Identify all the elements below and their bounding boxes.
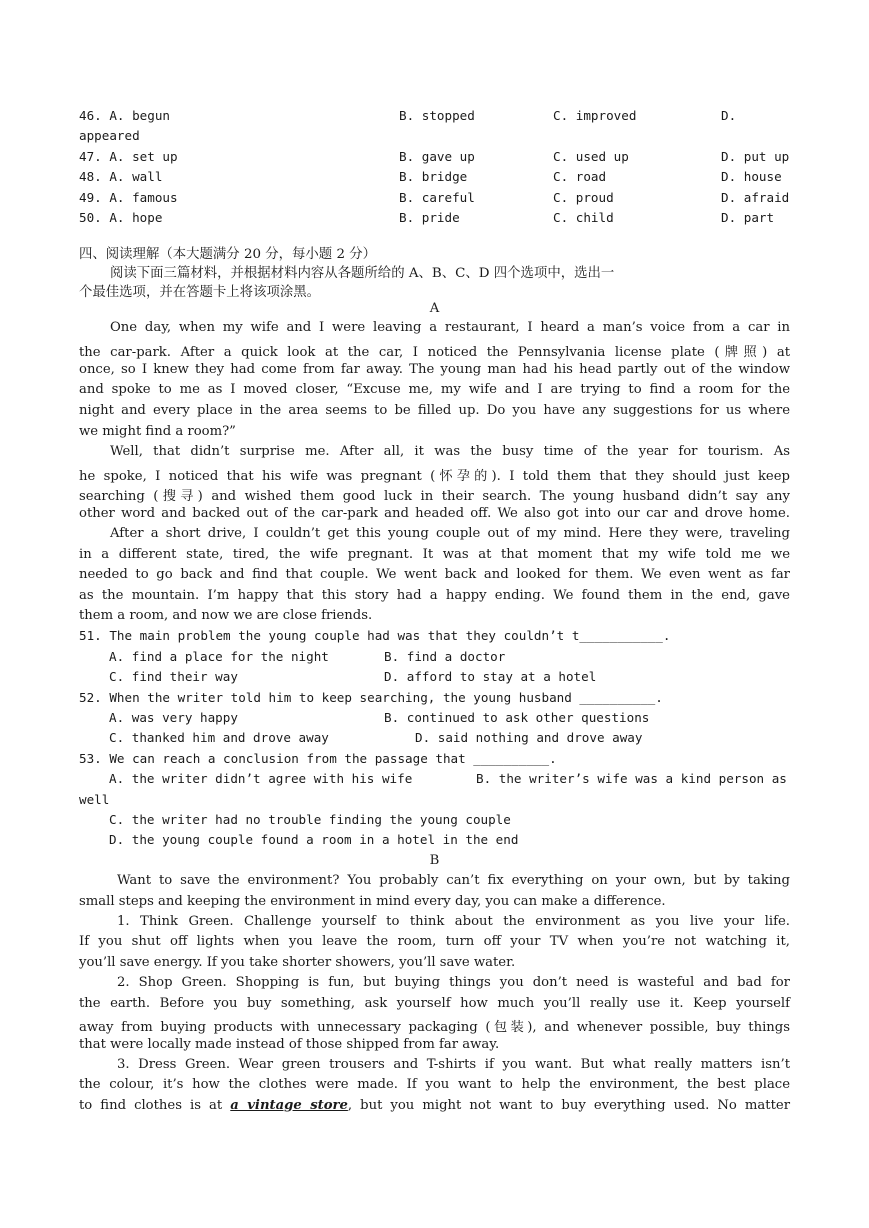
passage-b-letter: B <box>429 853 440 868</box>
passage-line: the car-park. After a quick look at the car, I noticed the Pennsylvania license plate (牌照) at <box>79 345 790 360</box>
option-a: wall <box>132 169 163 184</box>
question-51-stem: 51. The main problem the young couple had was that they couldn’t t___________. <box>79 628 671 643</box>
passage-line: away from buying products with unnecessary packaging (包装), and whenever possible, buy things <box>79 1020 790 1035</box>
section-instructions: 阅读下面三篇材料，并根据材料内容从各题所给的 A、B、C、D 四个选项中，选出一 <box>110 266 615 281</box>
passage-text: to find clothes is at <box>79 1098 223 1113</box>
passage-line: 2. Shop Green. Shopping is fun, but buying things you don’t need is wasteful and bad for <box>117 975 790 990</box>
section-instructions-cont: 个最佳选项，并在答题卡上将该项涂黑。 <box>79 285 321 300</box>
question-52-option-b: B. continued to ask other questions <box>384 710 650 725</box>
passage-line: small steps and keeping the environment in mind every day, you can make a difference. <box>79 894 666 909</box>
passage-line: you’ll save energy. If you take shorter showers, you’ll save water. <box>79 955 516 970</box>
option-b: B. gave up <box>399 149 475 164</box>
passage-line: the earth. Before you buy something, ask yourself how much you’ll really use it. Keep yourself <box>79 996 790 1011</box>
passage-line: Well, that didn’t surprise me. After all, it was the busy time of the year for tourism. As <box>110 444 790 459</box>
passage-line: searching (搜寻) and wished them good luck in their search. The young husband didn’t say any <box>79 489 790 504</box>
question-53-stem: 53. We can reach a conclusion from the passage that __________. <box>79 751 557 766</box>
passage-text: , but you might not want to buy everything used. No matter <box>347 1098 790 1113</box>
passage-line: that were locally made instead of those shipped from far away. <box>79 1037 500 1052</box>
passage-line: we might find a room?” <box>79 424 236 439</box>
option-d: D. afraid <box>721 190 790 205</box>
option-row-48 <box>79 169 162 184</box>
question-51-option-d: D. afford to stay at a hotel <box>384 669 597 684</box>
passage-line: he spoke, I noticed that his wife was pregnant (怀孕的). I told them that they should just keep <box>79 469 790 484</box>
option-a: hope <box>132 210 163 225</box>
passage-line: Want to save the environment? You probably can’t fix everything on your own, but by taking <box>117 873 790 888</box>
question-52-option-a: A. was very happy <box>109 710 238 725</box>
passage-line: 3. Dress Green. Wear green trousers and T-shirts if you want. But what really matters isn’t <box>117 1057 790 1072</box>
question-53-option-b-wrap: well <box>79 792 110 807</box>
passage-line: other word and backed out of the car-park and headed off. We also got into our car and drove home. <box>79 506 790 521</box>
question-51-option-c: C. find their way <box>109 669 238 684</box>
option-row-47 <box>79 149 178 164</box>
passage-line: If you shut off lights when you leave the room, turn off your TV when you’re not watching it, <box>79 934 790 949</box>
question-53-option-a: A. the writer didn’t agree with his wife <box>109 771 413 786</box>
question-53-option-b: B. the writer’s wife was a kind person as <box>476 771 787 786</box>
vintage-store-link[interactable]: a vintage store <box>230 1098 348 1113</box>
passage-line: needed to go back and find that couple. We went back and looked for them. We even went as far <box>79 567 790 582</box>
option-a: set up <box>132 149 178 164</box>
option-b: B. bridge <box>399 169 468 184</box>
option-d-wrap: appeared <box>79 128 140 143</box>
option-row-49 <box>79 190 178 205</box>
question-number: 46. A. <box>79 108 125 123</box>
option-a: begun <box>132 108 171 123</box>
option-c: C. proud <box>553 190 614 205</box>
option-b: B. pride <box>399 210 460 225</box>
passage-line: 1. Think Green. Challenge yourself to think about the environment as you live your life. <box>117 914 790 929</box>
passage-line: After a short drive, I couldn’t get this young couple out of my mind. Here they were, traveling <box>110 526 790 541</box>
option-a: famous <box>132 190 178 205</box>
option-c: C. road <box>553 169 607 184</box>
section-heading: 四、阅读理解（本大题满分 20 分，每小题 2 分） <box>79 247 377 262</box>
passage-line-with-link <box>79 1098 790 1113</box>
passage-line: as the mountain. I’m happy that this story had a happy ending. We found them in the end, gave <box>79 588 790 603</box>
question-53-option-c: C. the writer had no trouble finding the young couple <box>109 812 511 827</box>
option-c: C. improved <box>553 108 637 123</box>
passage-line: the colour, it’s how the clothes were made. If you want to help the environment, the best place <box>79 1077 790 1092</box>
option-c: C. child <box>553 210 614 225</box>
question-number: 47. A. <box>79 149 125 164</box>
option-c: C. used up <box>553 149 629 164</box>
passage-line: One day, when my wife and I were leaving a restaurant, I heard a man’s voice from a car in <box>110 320 790 335</box>
option-row-46 <box>79 108 170 123</box>
question-51-option-b: B. find a doctor <box>384 649 506 664</box>
passage-line: in a different state, tired, the wife pregnant. It was at that moment that my wife told me we <box>79 547 790 562</box>
passage-line: and spoke to me as I moved closer, “Excuse me, my wife and I are trying to find a room for the <box>79 382 790 397</box>
option-d: D. <box>721 108 737 123</box>
option-b: B. stopped <box>399 108 475 123</box>
passage-line: once, so I knew they had come from far away. The young man had his head partly out of the window <box>79 362 790 377</box>
passage-line: night and every place in the area seems to be filled up. Do you have any suggestions for us where <box>79 403 790 418</box>
passage-a-letter: A <box>429 301 440 316</box>
option-row-50 <box>79 210 162 225</box>
option-d: D. put up <box>721 149 790 164</box>
question-number: 50. A. <box>79 210 125 225</box>
question-number: 49. A. <box>79 190 125 205</box>
passage-line: them a room, and now we are close friends. <box>79 608 373 623</box>
question-52-option-d: D. said nothing and drove away <box>415 730 643 745</box>
question-52-option-c: C. thanked him and drove away <box>109 730 329 745</box>
option-b: B. careful <box>399 190 475 205</box>
option-d: D. house <box>721 169 782 184</box>
question-51-option-a: A. find a place for the night <box>109 649 329 664</box>
question-number: 48. A. <box>79 169 125 184</box>
question-52-stem: 52. When the writer told him to keep searching, the young husband __________. <box>79 690 663 705</box>
option-d: D. part <box>721 210 775 225</box>
question-53-option-d: D. the young couple found a room in a hotel in the end <box>109 832 519 847</box>
